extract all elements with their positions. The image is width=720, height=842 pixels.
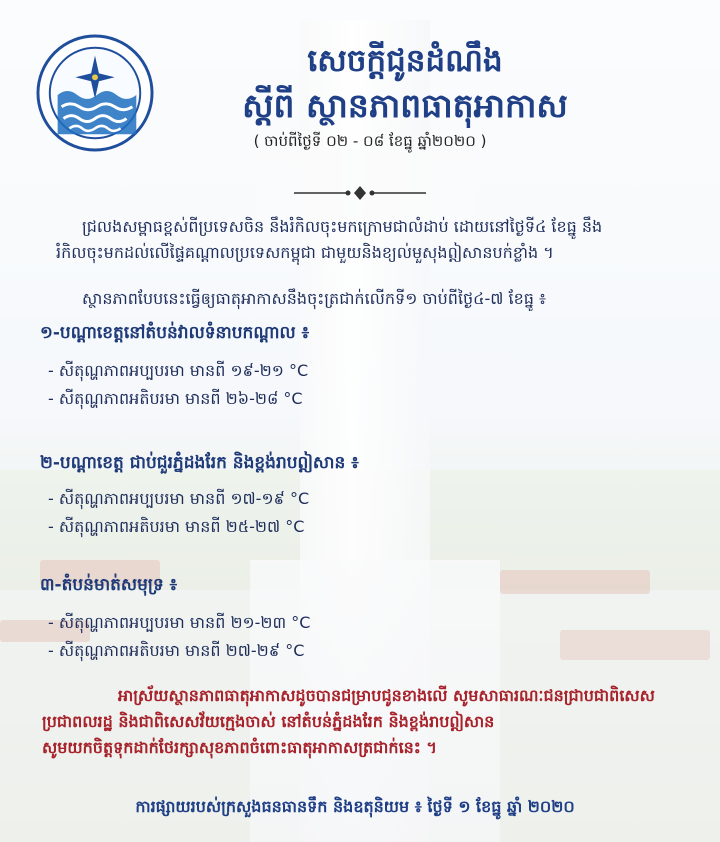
section-2-max-temp: - សីតុណ្ហភាពអតិបរមា មានពី ២៥-២៧ °C <box>48 517 305 536</box>
footer-issuer: ការផ្សាយរបស់ក្រសួងធនធានទឹក និងឧតុនិយម ៖ ថ្ងៃទី ១ ខែធ្នូ ឆ្នាំ ២០២០ <box>135 797 575 816</box>
section-3-heading: ៣-តំបន់មាត់សមុទ្រ ៖ <box>40 575 178 595</box>
intro-line-3: ស្ថានភាពបែបនេះធ្វើឲ្យធាតុអាកាសនឹងចុះត្រជាក់លើកទី១ ចាប់ពីថ្ងៃ៤-៧ ខែធ្នូ ៖ <box>82 289 546 308</box>
section-1-max-temp: - សីតុណ្ហភាពអតិបរមា មានពី ២៦-២៨ °C <box>48 389 303 408</box>
notice-line-1: អាស្រ័យស្ថានភាពធាតុអាកាសដូចបានជម្រាបជូនខាងលើ សូមសាធារណៈជនជ្រាបជាពិសេស <box>118 686 655 705</box>
notice-line-3: សូមយកចិត្តទុកដាក់ថែរក្សាសុខភាពចំពោះធាតុអាកាសត្រជាក់នេះ ។ <box>42 738 437 757</box>
intro-line-1: ជ្រលងសម្ពាធខ្ពស់ពីប្រទេសចិន នឹងរំកិលចុះមកក្រោមជាលំដាប់ ដោយនៅថ្ងៃទី៤ ខែធ្នូ នឹង <box>82 217 603 236</box>
section-3-min-temp: - សីតុណ្ហភាពអប្បបរមា មានពី ២១-២៣ °C <box>48 613 311 632</box>
notice-line-2: ប្រជាពលរដ្ឋ និងជាពិសេសវ័យក្មេងចាស់ នៅតំបន់ភ្នំដងរែក និងខ្ពង់រាបឦសាន <box>42 712 495 731</box>
section-2-min-temp: - សីតុណ្ហភាពអប្បបរមា មានពី ១៧-១៩ °C <box>48 489 310 508</box>
date-range: ( ចាប់ពីថ្ងៃទី ០២ - ០៨ ខែធ្នូ ឆ្នាំ២០២០ ) <box>253 132 487 150</box>
ministry-logo <box>36 34 154 152</box>
title-line-2: ស្តីពី ស្ថានភាពធាតុអាកាស <box>242 86 568 125</box>
section-1-min-temp: - សីតុណ្ហភាពអប្បបរមា មានពី ១៩-២១ °C <box>48 361 309 380</box>
section-1-heading: ១-បណ្តាខេត្តនៅតំបន់វាលទំនាបកណ្តាល ៖ <box>40 323 310 343</box>
intro-line-2: រំកិលចុះមកដល់លើផ្ទៃគណ្តាលប្រទេសកម្ពុជា ជាមួយនិងខ្យល់មួសុងឦសានបក់ខ្លាំង ។ <box>56 243 554 262</box>
section-2-heading: ២-បណ្តាខេត្ត ជាប់ជួរភ្នំដងរែក និងខ្ពង់រាបឦសាន ៖ <box>40 453 359 473</box>
ornament-divider <box>290 184 430 202</box>
title-line-1: សេចក្តីជូនដំណឹង <box>307 43 503 79</box>
section-3-max-temp: - សីតុណ្ហភាពអតិបរមា មានពី ២៧-២៩ °C <box>48 641 305 660</box>
